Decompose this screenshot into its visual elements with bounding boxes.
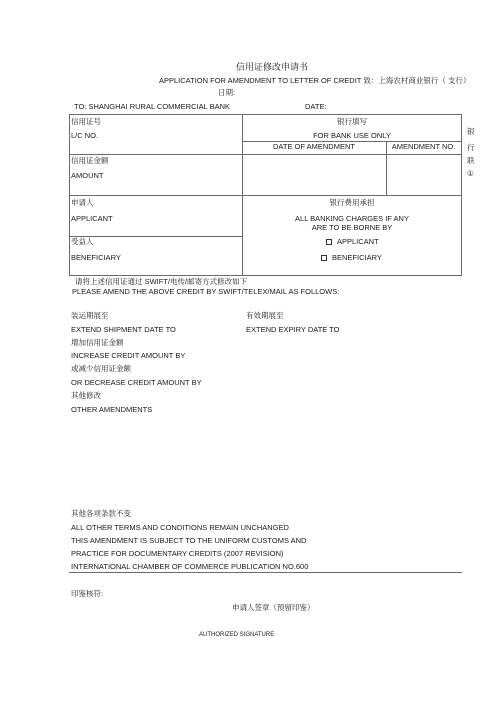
copy-mark-2: 行 xyxy=(467,143,475,152)
amend-intro-cn: 请将上述信用证通过 SWIFT/电传/邮寄方式修改如下 xyxy=(75,277,248,286)
increase-label-cn: 增加信用证金额 xyxy=(71,338,124,347)
applicant-label-cn: 申请人 xyxy=(71,198,94,207)
amendment-no-header: AMENDMENT NO. xyxy=(391,142,456,151)
charges-label-cn: 银行费用承担 xyxy=(329,198,375,207)
terms-line-3: PRACTICE FOR DOCUMENTARY CREDITS (2007 REVISION) xyxy=(71,549,284,558)
terms-line-1: ALL OTHER TERMS AND CONDITIONS REMAIN UNCHANGED xyxy=(71,523,289,532)
other-label: OTHER AMENDMENTS xyxy=(71,405,153,414)
authorized-signature-label: AUTHORIZED SIGNATURE xyxy=(199,632,275,638)
amend-intro: PLEASE AMEND THE ABOVE CREDIT BY SWIFT/TELEX/MAIL AS FOLLOWS: xyxy=(72,287,340,296)
amount-label: AMOUNT xyxy=(71,171,104,180)
applicant-option-label: APPLICANT xyxy=(337,237,379,246)
charge-option-beneficiary[interactable] xyxy=(321,254,382,262)
decrease-label: OR DECREASE CREDIT AMOUNT BY xyxy=(71,378,202,387)
to-bank-line: TO: SHANGHAI RURAL COMMERCIAL BANK xyxy=(74,102,230,111)
expiry-label: EXTEND EXPIRY DATE TO xyxy=(246,325,340,334)
other-label-cn: 其他修改 xyxy=(71,391,101,400)
charges-label-2: ARE TO BE BORNE BY xyxy=(311,223,393,232)
charge-option-applicant[interactable] xyxy=(326,238,379,246)
beneficiary-checkbox[interactable] xyxy=(321,255,327,261)
terms-line-2: THIS AMENDMENT IS SUBJECT TO THE UNIFORM CUSTOMS AND xyxy=(71,536,307,545)
lc-no-label-cn: 信用证号 xyxy=(71,117,101,126)
applicant-label: APPLICANT xyxy=(71,214,113,223)
to-date-label: DATE: xyxy=(305,102,327,111)
header-date-label: 日期: xyxy=(218,88,236,97)
beneficiary-label: BENEFICIARY xyxy=(71,253,121,262)
beneficiary-label-cn: 受益人 xyxy=(71,237,94,246)
beneficiary-option-label: BENEFICIARY xyxy=(332,253,382,262)
bank-use-label-cn: 银行填写 xyxy=(337,117,367,126)
copy-mark-4: ① xyxy=(467,169,474,178)
terms-divider xyxy=(69,572,462,573)
shipment-label-cn: 装运期展至 xyxy=(71,311,109,320)
amount-label-cn: 信用证金额 xyxy=(71,156,109,165)
terms-line-4: INTERNATIONAL CHAMBER OF COMMERCE PUBLICATION NO.600 xyxy=(71,562,309,571)
charges-label-1: ALL BANKING CHARGES IF ANY xyxy=(295,214,409,223)
terms-unchanged-cn: 其他各项条款不变 xyxy=(71,509,131,518)
copy-mark-1: 银 xyxy=(467,127,475,136)
date-of-amendment-header: DATE OF AMENDMENT xyxy=(273,142,355,151)
applicant-signature-label: 申请人签章（预留印鉴） xyxy=(232,603,315,612)
copy-mark-3: 联 xyxy=(467,156,475,165)
expiry-label-cn: 有效期展至 xyxy=(246,311,284,320)
form-title: 信用证修改申请书 xyxy=(236,62,309,72)
lc-no-label: L/C NO. xyxy=(71,131,99,140)
decrease-label-cn: 或减少信用证金额 xyxy=(71,364,131,373)
increase-label: INCREASE CREDIT AMOUNT BY xyxy=(71,351,186,360)
applicant-checkbox[interactable] xyxy=(326,239,332,245)
shipment-label: EXTEND SHIPMENT DATE TO xyxy=(71,325,176,334)
bank-use-label: FOR BANK USE ONLY xyxy=(313,131,391,140)
seal-check-label: 印鉴核符: xyxy=(71,589,104,598)
form-subtitle: APPLICATION FOR AMENDMENT TO LETTER OF CREDIT 致：上海农村商业银行（ 支行） xyxy=(159,76,471,85)
